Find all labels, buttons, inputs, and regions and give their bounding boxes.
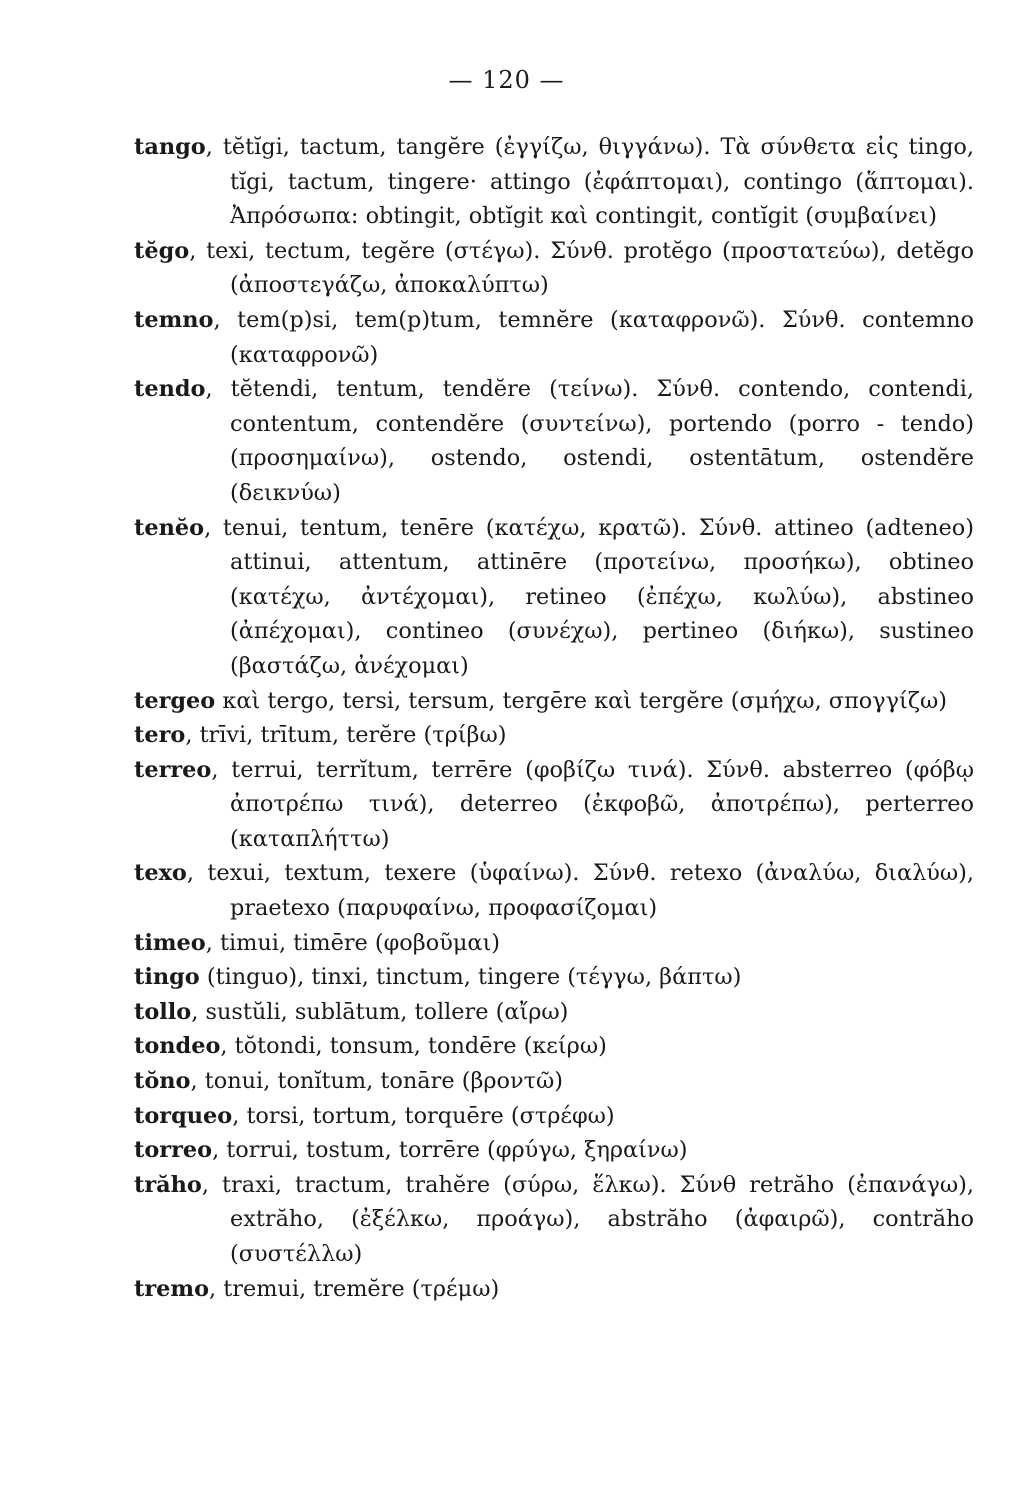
- dictionary-entry: [134, 130, 974, 234]
- dictionary-entry: [134, 856, 974, 925]
- entry-text: , tĕtendi, tentum, tendĕre (τείνω). Σύνθ. contendo, contendi, contentum, contendĕre (συντείνω), portendo (porro - tendo) (προσημαίνω), ostendo, ostendi, ostentātum, ostendĕre (δεικνύω): [205, 376, 974, 506]
- dictionary-entry: [134, 684, 974, 719]
- entry-headword: tenĕo: [134, 514, 205, 541]
- entry-text: , tremui, tremĕre (τρέμω): [209, 1275, 500, 1302]
- dictionary-entry: [134, 1272, 974, 1307]
- entry-headword: tĕgo: [134, 237, 190, 264]
- dictionary-entries: [134, 130, 974, 1306]
- entry-text: , timui, timēre (φοβοῦμαι): [205, 929, 501, 956]
- entry-headword: tingo: [134, 964, 200, 991]
- entry-text: , texi, tectum, tegĕre (στέγω). Σύνθ. protĕgo (προστατεύω), detĕgo (ἀποστεγάζω, ἀποκαλύπτω): [189, 237, 974, 299]
- entry-headword: tango: [134, 134, 206, 160]
- entry-headword: tollo: [134, 998, 192, 1025]
- dictionary-entry: [134, 926, 974, 961]
- entry-headword: torreo: [134, 1137, 213, 1164]
- entry-text: καὶ tergo, tersi, tersum, tergēre καὶ tergĕre (σμήχω, σπογγίζω): [215, 687, 947, 714]
- dictionary-entry: [134, 234, 974, 303]
- dictionary-entry: [134, 372, 974, 510]
- entry-headword: tergeo: [134, 687, 216, 714]
- page-number: — 120 —: [448, 66, 565, 94]
- dictionary-entry: [134, 303, 974, 372]
- entry-text: , tŏtondi, tonsum, tondēre (κείρω): [220, 1033, 607, 1060]
- entry-headword: trăho: [134, 1171, 202, 1198]
- dictionary-entry: [134, 1029, 974, 1064]
- entry-headword: timeo: [134, 929, 206, 956]
- entry-headword: texo: [134, 860, 187, 887]
- entry-text: , tenui, tentum, tenēre (κατέχω, κρατῶ). Σύνθ. attineo (adteneo) attinui, attentum, attinēre (προτείνω, προσήκω), obtineo (κατέχω, ἀντέχομαι), retineo (ἐπέχω, κωλύω), abstineo (ἀπέχομαι), contineo (συνέχω), pertineo (διήκω), sustineo (βαστάζω, ἀνέχομαι): [204, 514, 974, 679]
- dictionary-entry: [134, 1099, 974, 1134]
- entry-headword: tendo: [134, 376, 206, 403]
- entry-text: , texui, textum, texere (ὑφαίνω). Σύνθ. retexo (ἀναλύω, διαλύω), praetexo (παρυφαίνω, προφασίζομαι): [186, 860, 974, 922]
- dictionary-entry: [134, 995, 974, 1030]
- entry-text: , sustŭli, sublātum, tollere (αἴρω): [191, 998, 569, 1025]
- entry-text: (tinguo), tinxi, tinctum, tingere (τέγγω, βάπτω): [199, 964, 742, 991]
- dictionary-entry: [134, 511, 974, 684]
- entry-headword: tero: [134, 722, 186, 749]
- dictionary-entry: [134, 753, 974, 857]
- entry-text: , tonui, tonĭtum, tonāre (βροντῶ): [190, 1068, 564, 1095]
- entry-headword: tŏno: [134, 1068, 191, 1095]
- dictionary-entry: [134, 1064, 974, 1099]
- entry-text: , torrui, tostum, torrēre (φρύγω, ξηραίνω): [212, 1137, 688, 1164]
- dictionary-entry: [134, 1133, 974, 1168]
- dictionary-entry: [134, 960, 974, 995]
- entry-text: , terrui, terrĭtum, terrēre (φοβίζω τινά). Σύνθ. absterreo (φόβῳ ἀποτρέπω τινά), deterreo (ἐκφοβῶ, ἀποτρέπω), perterreo (καταπλήττω): [211, 756, 974, 852]
- entry-text: , traxi, tractum, trahĕre (σύρω, ἕλκω). Σύνθ retrăho (ἐπανάγω), extrăho, (ἐξέλκω, προάγω), abstrăho (ἀφαιρῶ), contrăho (συστέλλω): [201, 1171, 974, 1267]
- entry-headword: tondeo: [134, 1033, 221, 1060]
- entry-headword: tremo: [134, 1275, 210, 1302]
- entry-text: , trīvi, trītum, terĕre (τρίβω): [185, 722, 507, 749]
- entry-text: , tem(p)si, tem(p)tum, temnĕre (καταφρονῶ). Σύνθ. contemno (καταφρονῶ): [213, 306, 974, 368]
- entry-headword: terreo: [134, 756, 212, 783]
- dictionary-entry: [134, 1168, 974, 1272]
- entry-text: , torsi, tortum, torquēre (στρέφω): [232, 1102, 615, 1129]
- dictionary-entry: [134, 718, 974, 753]
- entry-text: , tĕtĭgi, tactum, tangĕre (ἐγγίζω, θιγγάνω). Τὰ σύνθετα εἰς tingo, tĭgi, tactum, tingere· attingo (ἐφάπτομαι), contingo (ἅπτομαι). Ἀπρόσωπα: obtingit, obtĭgit καὶ contingit, contĭgit (συμβαίνει): [205, 134, 974, 230]
- entry-headword: torqueo: [134, 1102, 233, 1129]
- entry-headword: temno: [134, 306, 214, 333]
